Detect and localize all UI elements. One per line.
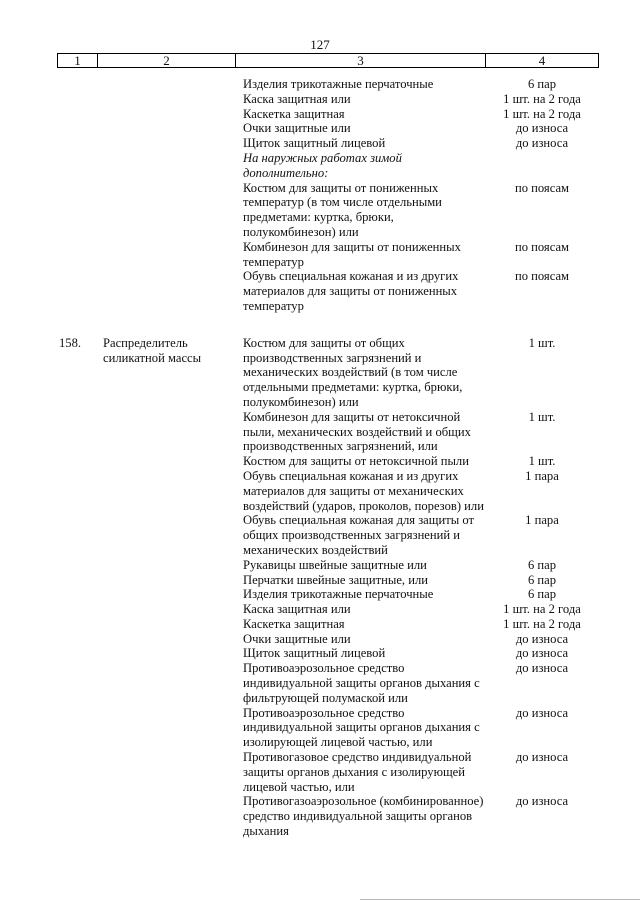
item-quantity: до износа [515, 661, 569, 676]
table-row [57, 240, 599, 270]
job-title [97, 573, 235, 588]
job-title [97, 602, 235, 617]
job-title [97, 706, 235, 750]
item-quantity: 6 пар [527, 77, 557, 91]
item-quantity: до износа [515, 631, 569, 646]
table-row [57, 602, 599, 617]
item-name: Каскетка защитная [243, 616, 345, 631]
item-quantity: по поясам [514, 269, 570, 284]
item-name: Противоаэрозольное средство индивидуальной защиты органов дыхания с изолирующей лицевой частью, или [243, 705, 480, 750]
row-number [57, 151, 97, 181]
item-name: Каскетка защитная [243, 106, 345, 121]
table-row [57, 513, 599, 557]
item-name: Противогазовое средство индивидуальной защиты органов дыхания с изолирующей лицевой частью, или [243, 750, 472, 794]
item-name: Противогазоаэрозольное (комбинированное) средство индивидуальной защиты органов дыхания [243, 794, 484, 839]
job-title [97, 136, 235, 151]
row-number [57, 513, 97, 557]
job-title [97, 469, 235, 513]
header-col-3: 3 [236, 54, 486, 67]
table-row [57, 794, 599, 838]
item-name: Комбинезон для защиты от нетоксичной пыли, механических воздействий и общих производственных загрязнений, или [243, 409, 471, 454]
item-name: Щиток защитный лицевой [243, 646, 386, 661]
item-name: Изделия трикотажные перчаточные [243, 77, 434, 91]
table-row [57, 469, 599, 513]
row-number: 158. [59, 335, 82, 350]
row-number [57, 454, 97, 469]
row-number [57, 750, 97, 794]
row-number [57, 269, 97, 313]
row-number [57, 661, 97, 705]
job-title [97, 794, 235, 838]
item-quantity: 1 шт. на 2 года [503, 91, 581, 106]
group-spacer [57, 314, 599, 336]
item-quantity: по поясам [514, 180, 570, 195]
item-name: Противоаэрозольное средство индивидуальной защиты органов дыхания с фильтрующей полумаской или [243, 661, 480, 705]
item-name: Костюм для защиты от пониженных температур (в том числе отдельными предметами: куртка, брюки, полукомбинезон) или [243, 180, 442, 239]
item-quantity: 6 пар [527, 557, 557, 572]
job-title [97, 121, 235, 136]
job-title [97, 107, 235, 122]
job-title [97, 269, 235, 313]
table-row [57, 632, 599, 647]
header-col-1: 1 [58, 54, 98, 67]
row-number [57, 240, 97, 270]
table-row [57, 181, 599, 240]
job-title [97, 77, 235, 92]
item-quantity: до износа [515, 705, 569, 720]
item-quantity: до износа [515, 136, 569, 151]
table-row [57, 706, 599, 750]
item-name: Рукавицы швейные защитные или [243, 557, 427, 572]
item-name: Щиток защитный лицевой [243, 136, 386, 151]
table-row [57, 750, 599, 794]
item-name: Обувь специальная кожаная для защиты от общих производственных загрязнений и механических воздействий [243, 513, 474, 557]
row-number [57, 794, 97, 838]
item-quantity: 1 шт. на 2 года [503, 106, 581, 121]
item-quantity: 1 шт. [528, 409, 556, 424]
item-quantity: 6 пар [527, 587, 557, 602]
row-number [57, 632, 97, 647]
item-quantity [485, 151, 599, 181]
item-name: Изделия трикотажные перчаточные [243, 587, 434, 602]
job-title [97, 92, 235, 107]
table-row [57, 454, 599, 469]
item-name: Очки защитные или [243, 121, 351, 136]
item-name: Каска защитная или [243, 602, 351, 617]
item-quantity: до износа [515, 750, 569, 765]
job-title: Распределитель силикатной массы [103, 335, 202, 365]
row-number [57, 181, 97, 240]
row-number [57, 617, 97, 632]
job-title [97, 661, 235, 705]
item-name: Каска защитная или [243, 91, 351, 106]
job-title [97, 646, 235, 661]
job-title [97, 513, 235, 557]
table-row [57, 121, 599, 136]
item-quantity: 1 пара [525, 468, 559, 483]
row-number [57, 558, 97, 573]
table-row [57, 587, 599, 602]
table-row [57, 269, 599, 313]
table-group [57, 77, 599, 314]
table-row [57, 77, 599, 92]
job-title [97, 558, 235, 573]
row-number [57, 121, 97, 136]
row-number [57, 602, 97, 617]
job-title [97, 750, 235, 794]
table-row [57, 151, 599, 181]
row-number [57, 706, 97, 750]
table-row [57, 107, 599, 122]
row-number [57, 136, 97, 151]
job-title [97, 410, 235, 454]
row-number [57, 410, 97, 454]
item-quantity: до износа [515, 794, 569, 809]
job-title [97, 151, 235, 181]
item-quantity: 1 шт. [528, 335, 556, 350]
item-quantity: 1 шт. на 2 года [503, 602, 581, 617]
item-name: Костюм для защиты от общих производственных загрязнений и механических воздействий (в том числе отдельными предметами: куртка, брюки, полукомбинезон) или [243, 335, 463, 409]
job-title [97, 240, 235, 270]
item-name: Очки защитные или [243, 631, 351, 646]
page-edge-line [360, 899, 640, 900]
row-number [57, 92, 97, 107]
header-col-2: 2 [98, 54, 236, 67]
job-title [97, 632, 235, 647]
item-quantity: 1 пара [525, 513, 559, 528]
table-row [57, 646, 599, 661]
row-number [57, 469, 97, 513]
table-body [57, 77, 599, 839]
item-quantity: 1 шт. на 2 года [503, 616, 581, 631]
job-title [97, 454, 235, 469]
item-name: Комбинезон для защиты от пониженных температур [243, 239, 461, 269]
job-title [97, 181, 235, 240]
row-number [57, 646, 97, 661]
row-number [57, 107, 97, 122]
item-name: Костюм для защиты от нетоксичной пыли [243, 454, 469, 469]
item-name: Перчатки швейные защитные, или [243, 572, 428, 587]
table-row [57, 410, 599, 454]
item-quantity: 1 шт. [528, 454, 556, 469]
table-row [57, 558, 599, 573]
item-quantity: 6 пар [527, 572, 557, 587]
item-quantity: до износа [515, 121, 569, 136]
item-name: Обувь специальная кожаная и из других материалов для защиты от механических воздействий (ударов, проколов, порезов) или [243, 468, 484, 513]
table-header-row [57, 53, 599, 68]
table-group [57, 336, 599, 839]
row-number [57, 587, 97, 602]
header-col-4: 4 [538, 53, 546, 68]
table-row [57, 617, 599, 632]
item-name: На наружных работах зимой дополнительно: [243, 150, 402, 180]
item-quantity: до износа [515, 646, 569, 661]
table-row [57, 573, 599, 588]
job-title [97, 617, 235, 632]
item-quantity: по поясам [514, 239, 570, 254]
table-row [57, 92, 599, 107]
table-row [57, 136, 599, 151]
table-row [57, 336, 599, 410]
item-name: Обувь специальная кожаная и из других материалов для защиты от пониженных температур [243, 269, 459, 313]
row-number [57, 573, 97, 588]
job-title [97, 587, 235, 602]
row-number [57, 77, 97, 92]
table-row [57, 661, 599, 705]
page-number: 127 [310, 37, 330, 52]
